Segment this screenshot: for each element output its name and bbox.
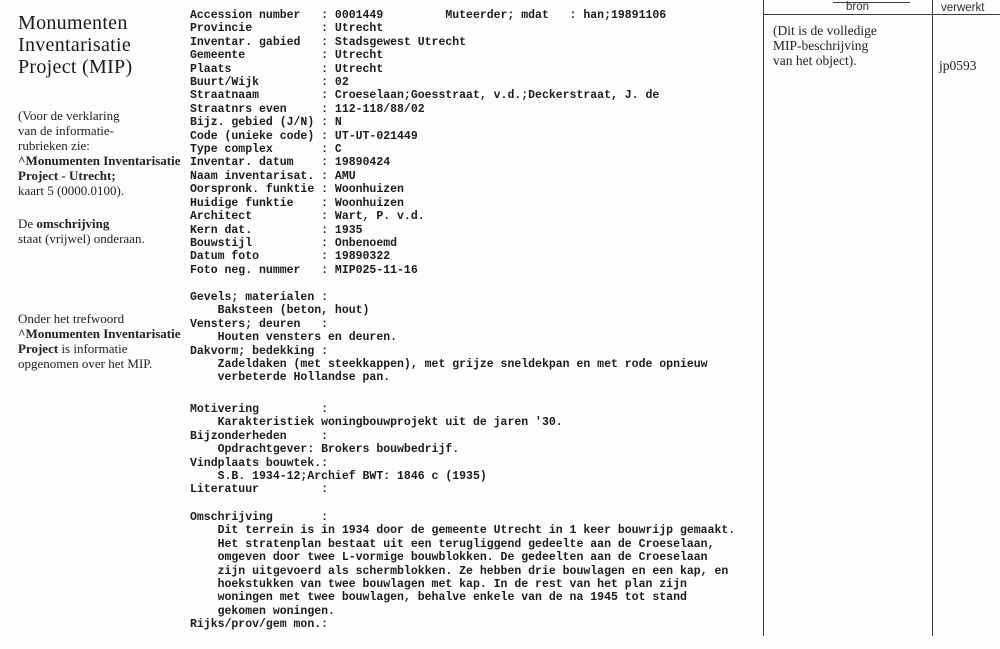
- text-segment: kaart 5 (0000.0100).: [18, 183, 125, 198]
- text-line: [18, 216, 188, 231]
- text-segment: van het object).: [773, 53, 857, 68]
- record-field-line: Bouwstijl : Onbenoemd: [190, 236, 398, 250]
- bron-note: [773, 23, 925, 68]
- text-line: [18, 138, 188, 153]
- verwerkt-value: jp0593: [939, 58, 977, 73]
- record-field-line: Code (unieke code) : UT-UT-021449: [190, 129, 418, 143]
- record-motivation-line: S.B. 1934-12;Archief BWT: 1846 c (1935): [190, 470, 487, 484]
- record-description-line: omgeven door twee L-vormige bouwblokken. De gedeelten aan de Croeselaan: [190, 551, 708, 565]
- record-material-line: Gevels; materialen :: [190, 291, 329, 304]
- column-header-bron: bron: [846, 1, 870, 13]
- record-motivation-block: [190, 403, 563, 497]
- text-segment: (Dit is de volledige: [773, 23, 877, 38]
- text-segment: MIP-beschrijving: [773, 38, 869, 53]
- sidebar-note-explanation: [18, 108, 188, 198]
- record-field-line: Bijz. gebied (J/N) : N: [190, 116, 342, 130]
- record-field-line: Straatnrs even : 112-118/88/02: [190, 102, 425, 116]
- record-field-line: Type complex : C: [190, 143, 342, 157]
- record-field-line: Plaats : Utrecht: [190, 62, 384, 76]
- record-field-line: Architect : Wart, P. v.d.: [190, 210, 425, 224]
- text-segment: Project - Utrecht;: [18, 168, 116, 183]
- record-description-line: Omschrijving :: [190, 511, 329, 524]
- record-field-line: Inventar. datum : 19890424: [190, 156, 391, 170]
- text-line: [773, 53, 925, 68]
- record-field-line: Datum foto : 19890322: [190, 250, 391, 264]
- record-field-line: Buurt/Wijk : 02: [190, 76, 349, 90]
- text-segment: staat (vrijwel) onderaan.: [18, 231, 145, 246]
- record-material-line: Dakvorm; bedekking :: [190, 344, 329, 358]
- text-line: [18, 356, 188, 371]
- text-line: [773, 38, 925, 53]
- record-material-line: Vensters; deuren :: [190, 317, 329, 331]
- record-description-line: woningen met twee bouwlagen, behalve enkele van de na 1945 tot stand: [190, 591, 687, 605]
- record-material-line: Zadeldaken (met steekkappen), met grijze sneldekpan en met rode opnieuw: [190, 358, 708, 372]
- text-line: [18, 168, 188, 183]
- record-field-line: Straatnaam : Croeselaan;Goesstraat, v.d.;Deckerstraat, J. de: [190, 89, 660, 103]
- record-material-line: Houten vensters en deuren.: [190, 331, 398, 345]
- column-header-verwerkt: verwerkt: [941, 2, 985, 14]
- text-line: [18, 326, 188, 341]
- record-motivation-line: Opdrachtgever: Brokers bouwbedrijf.: [190, 443, 460, 457]
- record-field-line: Inventar. gabied : Stadsgewest Utrecht: [190, 35, 467, 49]
- record-material-line: verbeterde Hollandse pan.: [190, 371, 391, 385]
- record-description-block: [190, 511, 735, 632]
- record-field-line: Foto neg. nummer : MIP025-11-16: [190, 263, 418, 277]
- record-description-line: Dit terrein is in 1934 door de gemeente Utrecht in 1 keer bouwrijp gemaakt.: [190, 524, 736, 538]
- record-description-line: gekomen woningen.: [190, 604, 335, 618]
- record-field-line: Kern dat. : 1935: [190, 223, 363, 237]
- record-fields-block: [190, 9, 666, 277]
- record-motivation-line: Motivering :: [190, 403, 329, 416]
- record-description-line: zijn uitgevoerd als schermblokken. Ze hebben drie bouwlagen en een kap, en: [190, 564, 729, 578]
- page-title: [18, 12, 132, 78]
- record-motivation-line: Vindplaats bouwtek.:: [190, 456, 329, 470]
- record-field-line: Gemeente : Utrecht: [190, 49, 384, 63]
- text-line: [18, 108, 188, 123]
- text-segment: Onder het trefwoord: [18, 311, 125, 326]
- sidebar-note-trefwoord: [18, 311, 188, 371]
- text-line: [18, 311, 188, 326]
- text-line: [18, 231, 188, 246]
- record-field-line: Oorspronk. funktie : Woonhuizen: [190, 183, 404, 197]
- text-line: [18, 153, 188, 168]
- record-description-line: Het stratenplan bestaat uit een terugliggend gedeelte aan de Croeselaan,: [190, 537, 715, 551]
- record-material-line: Baksteen (beton, hout): [190, 304, 370, 318]
- page-title-line: Inventarisatie: [18, 34, 132, 56]
- record-field-line: Provincie : Utrecht: [190, 22, 384, 36]
- text-segment: ^Monumenten Inventarisatie: [18, 153, 181, 168]
- record-field-line: Naam inventarisat. : AMU: [190, 169, 356, 183]
- text-segment: Project: [18, 341, 59, 356]
- sidebar-note-omschrijving: [18, 216, 188, 246]
- text-line: [18, 341, 188, 356]
- record-motivation-line: Karakteristiek woningbouwprojekt uit de jaren '30.: [190, 416, 563, 430]
- record-description-line: hoekstukken van twee bouwlagen met kap. In de rest van het plan zijn: [190, 578, 687, 592]
- record-motivation-line: Literatuur :: [190, 483, 329, 497]
- record-field-line: Accession number : 0001449 Muteerder; mdat : han;19891106: [190, 9, 667, 22]
- page-title-line: Project (MIP): [18, 56, 133, 78]
- text-line: [18, 123, 188, 138]
- table-top-border: [833, 2, 910, 3]
- record-materials-block: [190, 291, 708, 385]
- text-segment: ^Monumenten Inventarisatie: [18, 326, 181, 341]
- table-left-border: [763, 0, 764, 636]
- text-segment: van de informatie-: [18, 123, 115, 138]
- record-description-line: Rijks/prov/gem mon.:: [190, 618, 329, 632]
- text-segment: De: [18, 216, 37, 231]
- text-segment: rubrieken zie:: [18, 138, 90, 153]
- record-motivation-line: Bijzonderheden :: [190, 429, 329, 443]
- table-header-underline: [763, 14, 1000, 15]
- text-segment: opgenomen over het MIP.: [18, 356, 153, 371]
- page-title-line: Monumenten: [18, 12, 128, 34]
- record-field-line: Huidige funktie : Woonhuizen: [190, 196, 404, 210]
- text-segment: (Voor de verklaring: [18, 108, 120, 123]
- text-line: [18, 183, 188, 198]
- table-column-divider: [932, 0, 933, 636]
- text-segment: omschrijving: [36, 216, 110, 231]
- text-segment: is informatie: [58, 341, 128, 356]
- text-line: [773, 23, 925, 38]
